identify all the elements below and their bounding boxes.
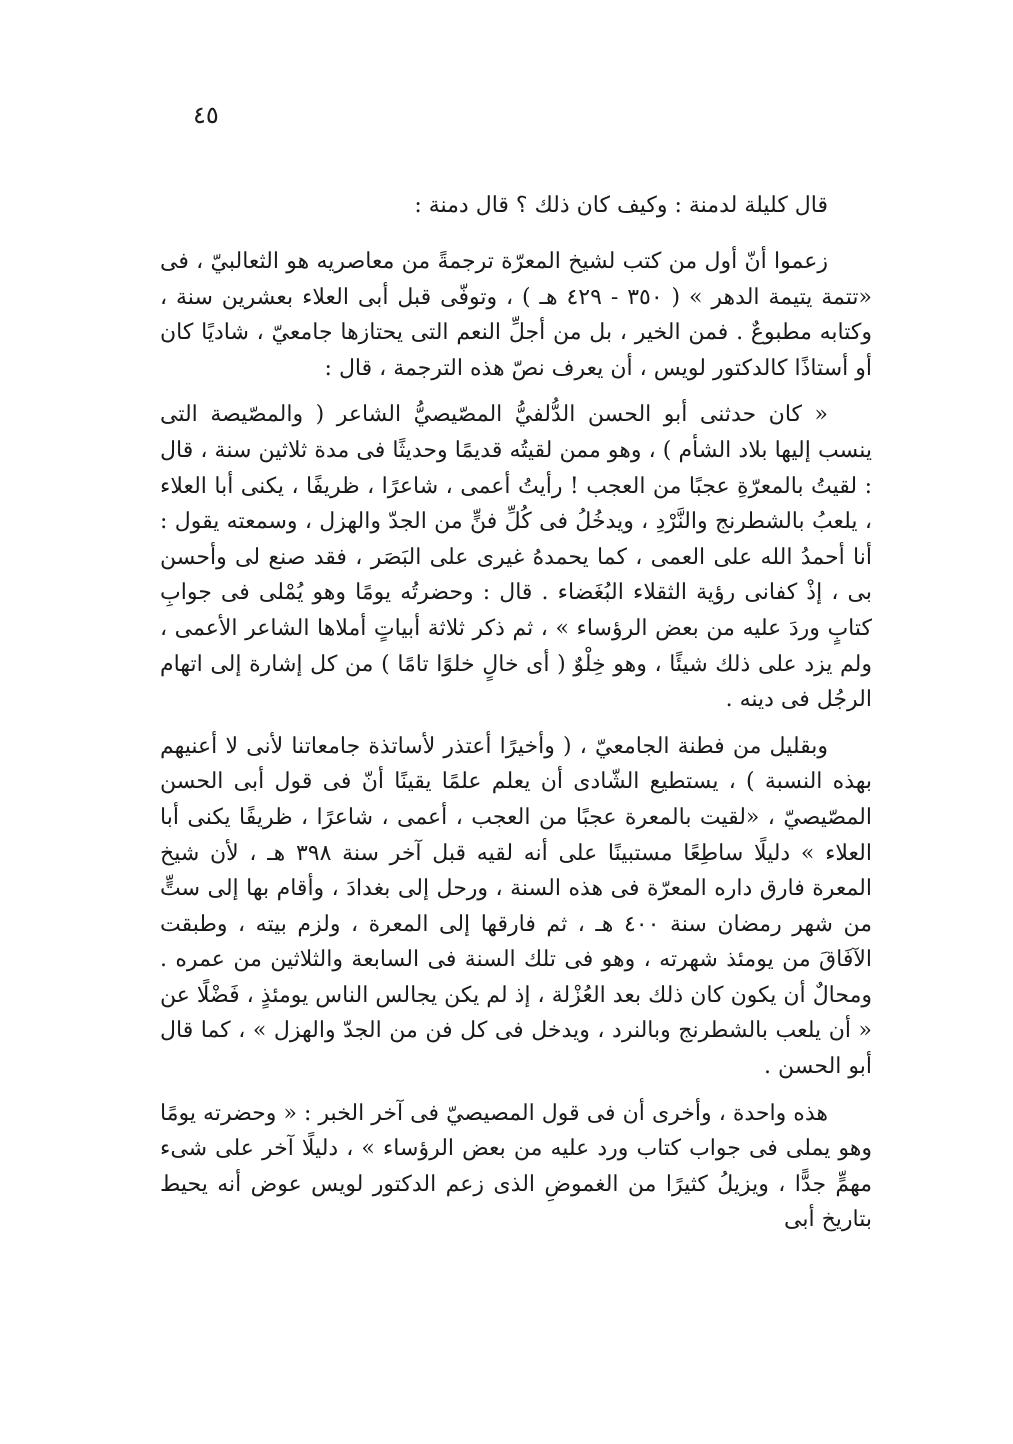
section-heading: قال كليلة لدمنة : وكيف كان ذلك ؟ قال دمنة : — [414, 193, 828, 218]
paragraph-4: هذه واحدة ، وأخرى أن فى قول المصيصيّ فى آخر الخبر : « وحضرته يومًا وهو يملى فى جواب كتاب ورد عليه من بعض الرؤساء » ، دليلًا آخر على شىء مهمٍّ جدًّا ، ويزيلُ كثيرًا من الغموضِ الذى زعم الدكتور لويس عوض أنه يحيط بتاريخ أبى — [160, 1100, 873, 1233]
body-text — [160, 244, 872, 1238]
paragraph-1: زعموا أنّ أول من كتب لشيخ المعرّة ترجمةً من معاصريه هو الثعالبيّ ، فى «تتمة يتيمة الدهر » ( ٣٥٠ - ٤٢٩ هـ ) ، وتوفّى قبل أبى العلاء بعشرين سنة ، وكتابه مطبوعٌ . فمن الخير ، بل من أجلِّ النعم التى يحتازها جامعيّ ، شاديًا كان أو أستاذًا كالدكتور لويس ، أن يعرف نصّ هذه الترجمة ، قال : — [160, 249, 873, 381]
page-number: ٤٥ — [193, 101, 219, 129]
paragraph-3: وبقليل من فطنة الجامعيّ ، ( وأخيرًا أعتذر لأساتذة جامعاتنا لأنى لا أعنيهم بهذه النسبة ) ، يستطيع الشّادى أن يعلم علمًا يقينًا أنّ فى قول أبى الحسن المصّيصيّ ، «لقيت بالمعرة عجبًا من العجب ، أعمى ، شاعرًا ، ظريفًا يكنى أبا العلاء » دليلًا ساطِعًا مستبينًا على أنه لقيه قبل آخر سنة ٣٩٨ هـ ، لأن شيخ المعرة فارق داره المعرّة فى هذه السنة ، ورحل إلى بغدادَ ، وأقام بها إلى ستٍّ من شهر رمضان سنة ٤٠٠ هـ ، ثم فارقها إلى المعرة ، ولزم بيته ، وطبقت الآفَاقَ من يومئذ شهرته ، وهو فى تلك السنة فى السابعة والثلاثين من عمره . ومحالٌ أن يكون كان ذلك بعد العُزْلة ، إذ لم يكن يجالس الناس يومئذٍ ، فَضْلًا عن « أن يلعب بالشطرنج وبالنرد ، ويدخل فى كل فن من الجدّ والهزل » ، كما قال أبو الحسن . — [160, 733, 872, 1080]
paragraph-2: « كان حدثنى أبو الحسن الدُّلفيُّ المصّيصيُّ الشاعر ( والمصّيصة التى ينسب إليها بلاد الشأم ) ، وهو ممن لقيتُه قديمًا وحديثًا فى مدة ثلاثين سنة ، قال : لقيتُ بالمعرّةِ عجبًا من العجب ! رأيتُ أعمى ، شاعرًا ، ظريفًا ، يكنى أبا العلاء ، يلعبُ بالشطرنج والنَّرْدِ ، ويدخُلُ فى كُلِّ فنٍّ من الجدّ والهزل ، وسمعته يقول : أنا أحمدُ الله على العمى ، كما يحمدهُ غيرى على البَصَر ، فقد صنع لى وأحسن بى ، إذْ كفانى رؤية الثقلاء البُغَضاء . قال : وحضرتُه يومًا وهو يُمْلى فى جوابِ كتابٍ وردَ عليه من بعض الرؤساء » ، ثم ذكر ثلاثة أبياتٍ أملاها الشاعر الأعمى ، ولم يزد على ذلك شيئًا ، وهو خِلْوٌ ( أى خالٍ خلوًا تامًا ) من كل إشارة إلى اتهام الرجُل فى دينه . — [160, 402, 872, 713]
